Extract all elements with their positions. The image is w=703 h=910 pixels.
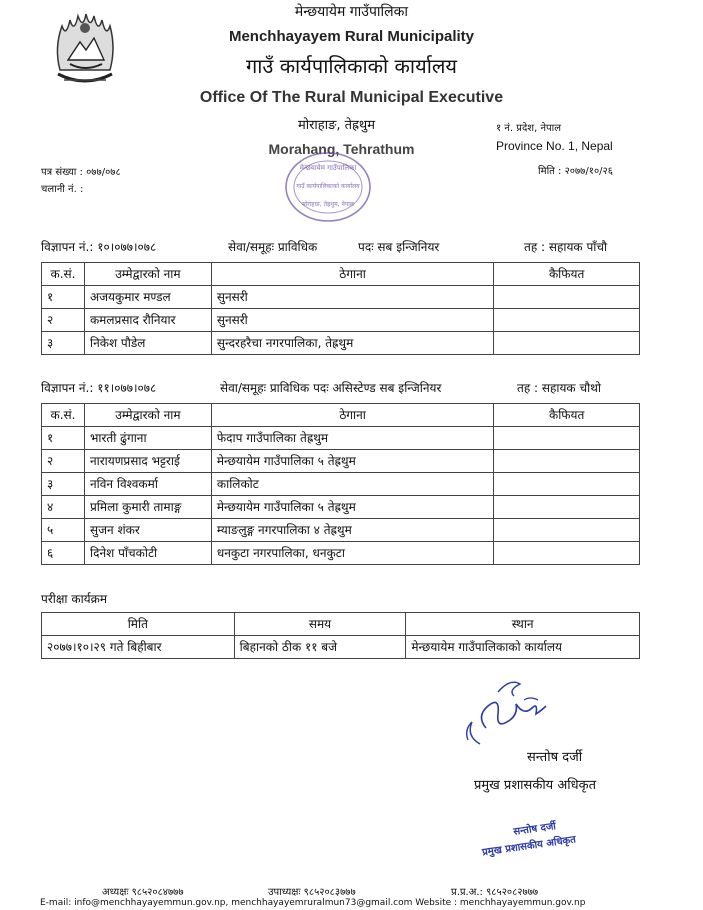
column-header-date: मिति (42, 613, 235, 636)
signature-stamp (458, 815, 598, 863)
table-row (42, 286, 640, 309)
advert1-number: विज्ञापन नं.: १०।०७७।०७८ (41, 240, 157, 254)
table-row (42, 473, 640, 496)
advert2-level: तह : सहायक चौथो (517, 381, 601, 395)
cell-sn: ४ (42, 496, 85, 519)
signatory-title: प्रमुख प्रशासकीय अधिकृत (474, 778, 597, 793)
advert1-service: सेवा/समूहः प्राविधिक (228, 240, 318, 254)
signature-stamp-line1: सन्तोष दर्जी (512, 821, 557, 838)
table-row (42, 519, 640, 542)
table-row (42, 496, 640, 519)
table-row (42, 636, 640, 659)
province-english: Province No. 1, Nepal (496, 139, 613, 153)
cell-name: प्रमिला कुमारी तामाङ्ग (84, 496, 211, 519)
footer-chair-phone: अध्यक्षः ९८५२०८४७७७ (102, 887, 184, 898)
cell-remarks (494, 473, 640, 496)
cell-name: नारायणप्रसाद भट्टराई (84, 450, 211, 473)
advert2-service-post: सेवा/समूहः प्राविधिक पदः असिस्टेण्ड सब इन्जिनियर (220, 381, 442, 395)
footer-vice-chair-phone: उपाध्यक्षः ९८५२०८३७७७ (268, 887, 356, 898)
cell-remarks (494, 286, 640, 309)
municipality-name-english: Menchhayayem Rural Municipality (228, 28, 475, 45)
cell-remarks (494, 496, 640, 519)
table-row (42, 332, 640, 355)
cell-address: सुन्दरहरैचा नगरपालिका, तेह्रथुम (211, 332, 494, 355)
office-round-stamp (283, 150, 373, 224)
cell-address: कालिकोट (211, 473, 493, 496)
table-row (42, 542, 640, 565)
column-header-sn: क.सं. (42, 404, 85, 427)
cell-sn: १ (42, 286, 85, 309)
cell-sn: १ (42, 427, 85, 450)
exam-schedule-title: परीक्षा कार्यक्रम (41, 592, 108, 606)
office-name-english: Office Of The Rural Municipal Executive (199, 89, 504, 106)
footer-cao-phone: प्र.प्र.अ.: ९८५२०८२७७७ (451, 887, 539, 898)
cell-sn: २ (42, 450, 85, 473)
cell-date: २०७७।१०।२९ गते बिहीबार (42, 636, 235, 659)
cell-name: निकेश पौडेल (84, 332, 211, 355)
province-nepali: १ नं. प्रदेश, नेपाल (496, 123, 562, 134)
cell-address: म्याङलुङ्ग नगरपालिका ४ तेह्रथुम (211, 519, 493, 542)
table-header-row (42, 613, 640, 636)
letter-number: पत्र संख्या : ०७७/०७८ (41, 167, 121, 178)
table-row (42, 450, 640, 473)
cell-remarks (494, 450, 640, 473)
cell-address: सुनसरी (211, 309, 494, 332)
table-header-row (42, 263, 640, 286)
table-header-row (42, 404, 640, 427)
cell-sn: ३ (42, 473, 85, 496)
cell-name: भारती ढुंगाना (84, 427, 211, 450)
exam-schedule-table (41, 612, 640, 659)
column-header-address: ठेगाना (211, 404, 493, 427)
cell-remarks (494, 332, 640, 355)
location-nepali: मोराहाङ, तेह्रथुम (297, 118, 376, 133)
table-row (42, 427, 640, 450)
cell-name: दिनेश पाँचकोटी (84, 542, 211, 565)
column-header-time: समय (234, 613, 406, 636)
cell-address: मेन्छयायेम गाउँपालिका ५ तेह्रथुम (211, 496, 493, 519)
table-row (42, 309, 640, 332)
column-header-remarks: कैफियत (494, 404, 640, 427)
office-name-nepali: गाउँ कार्यपालिकाको कार्यालय (245, 54, 458, 78)
letter-date: मिति : २०७७/१०/२६ (538, 166, 613, 177)
column-header-name: उम्मेद्वारको नाम (84, 263, 211, 286)
cell-name: कमलप्रसाद रौनियार (84, 309, 211, 332)
cell-address: धनकुटा नगरपालिका, धनकुटा (211, 542, 493, 565)
cell-name: नविन विश्वकर्मा (84, 473, 211, 496)
cell-sn: ५ (42, 519, 85, 542)
cell-address: फेदाप गाउँपालिका तेह्रथुम (211, 427, 493, 450)
municipality-name-nepali: मेन्छयायेम गाउँपालिका (294, 4, 409, 20)
column-header-sn: क.सं. (42, 263, 85, 286)
cell-sn: ६ (42, 542, 85, 565)
cell-name: सुजन शंकर (84, 519, 211, 542)
advert1-level: तह : सहायक पाँचौ (524, 240, 608, 254)
stamp-text-middle: गाउँ कार्यपालिकाको कार्यालय (296, 183, 360, 190)
signatory-name: सन्तोष दर्जी (527, 750, 583, 765)
column-header-remarks: कैफियत (494, 263, 640, 286)
column-header-venue: स्थान (406, 613, 640, 636)
advert2-candidate-table (41, 403, 640, 565)
stamp-text-bottom: मोराहाङ, तेह्रथुम, नेपाल (302, 201, 354, 208)
cell-remarks (494, 542, 640, 565)
location-english: Morahang, Tehrathum (268, 141, 415, 157)
cell-remarks (494, 309, 640, 332)
stamp-text-top: मेन्छयायेम गाउँपालिका (299, 164, 357, 172)
advert1-post: पदः सब इन्जिनियर (358, 240, 440, 254)
column-header-name: उम्मेद्वारको नाम (84, 404, 211, 427)
cell-venue: मेन्छयायेम गाउँपालिकाको कार्यालय (406, 636, 640, 659)
cell-address: मेन्छयायेम गाउँपालिका ५ तेह्रथुम (211, 450, 493, 473)
cell-name: अजयकुमार मण्डल (84, 286, 211, 309)
cell-sn: ३ (42, 332, 85, 355)
dispatch-number: चलानी नं. : (41, 184, 84, 195)
handwritten-signature (458, 670, 563, 750)
signature-stamp-line2: प्रमुख प्रशासकीय अधिकृत (481, 834, 577, 859)
cell-sn: २ (42, 309, 85, 332)
cell-remarks (494, 427, 640, 450)
cell-time: बिहानको ठीक ११ बजे (234, 636, 406, 659)
column-header-address: ठेगाना (211, 263, 494, 286)
advert1-candidate-table (41, 262, 640, 355)
cell-remarks (494, 519, 640, 542)
advert2-number: विज्ञापन नं.: ११।०७७।०७८ (41, 381, 157, 395)
footer-contact: E-mail: info@menchhayayemmun.gov.np, menchhayayemruralmun73@gmail.com Website : menchhayayemmun.gov.np (40, 898, 586, 908)
cell-address: सुनसरी (211, 286, 494, 309)
